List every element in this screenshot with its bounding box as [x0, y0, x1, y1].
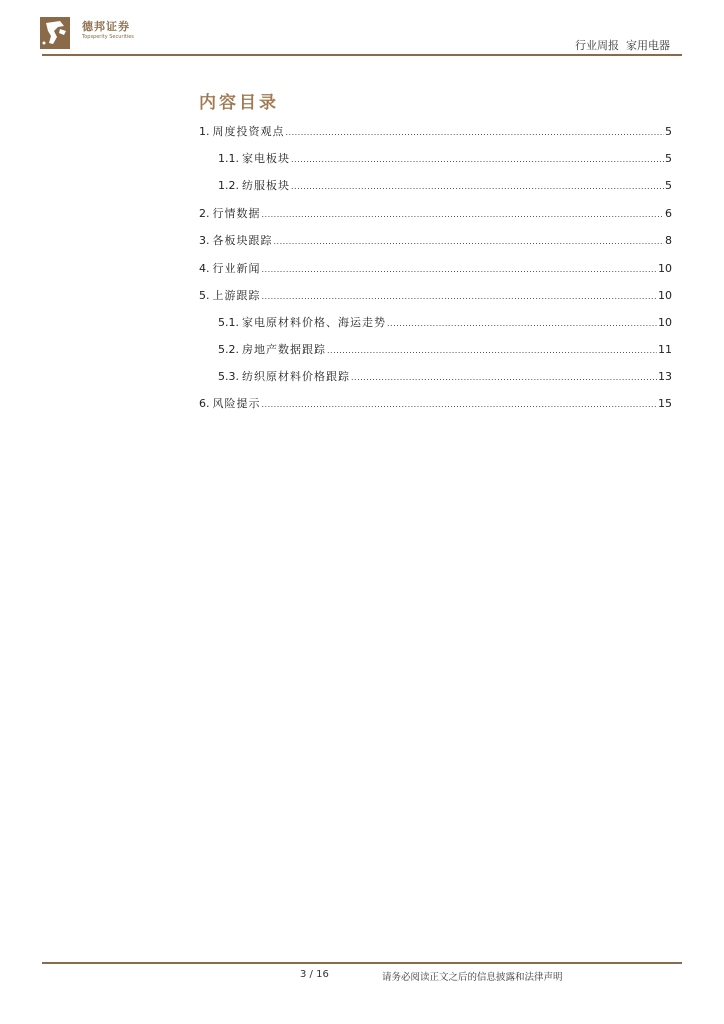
header-divider: [42, 54, 682, 56]
industry-label: 家用电器: [626, 39, 670, 52]
toc-item-text: 上游跟踪: [212, 289, 261, 302]
toc-item-text: 各板块跟踪: [212, 234, 273, 247]
toc-title: 内容目录: [199, 93, 279, 113]
dragon-logo-icon: [40, 17, 70, 49]
toc-dot-leader: [262, 205, 665, 225]
header-report-info: [575, 37, 670, 53]
toc-item-text: 行业新闻: [212, 262, 261, 275]
toc-item-text: 风险提示: [212, 397, 261, 410]
toc-item-number: 1.2.: [218, 179, 239, 192]
toc-dot-leader: [291, 177, 664, 197]
toc-item-number: 6.: [199, 397, 210, 410]
disclaimer-notice: 请务必阅读正文之后的信息披露和法律声明: [382, 972, 563, 983]
toc-item-text: 周度投资观点: [212, 125, 285, 138]
toc-dot-leader: [274, 232, 665, 252]
toc-dot-leader: [262, 395, 658, 415]
toc-dot-leader: [262, 287, 658, 307]
toc-dot-leader: [327, 341, 657, 361]
footer-divider: [42, 962, 682, 964]
toc-item-page: 13: [658, 370, 672, 383]
toc-item-page: 10: [658, 289, 672, 302]
toc-item-number: 1.: [199, 125, 210, 138]
toc-item-page: 8: [665, 234, 672, 247]
toc-dot-leader: [262, 260, 658, 280]
toc-item-page: 5: [665, 179, 672, 192]
page-number: 3 / 16: [300, 969, 329, 980]
toc-item-number: 5.2.: [218, 343, 239, 356]
toc-dot-leader: [387, 314, 657, 334]
toc-item[interactable]: [218, 176, 672, 196]
toc-item[interactable]: [199, 231, 672, 251]
toc-item[interactable]: [218, 149, 672, 169]
toc-item-page: 10: [658, 316, 672, 329]
toc-item-page: 5: [665, 125, 672, 138]
toc-item[interactable]: [218, 313, 672, 333]
company-logo: [40, 17, 180, 51]
toc-item-number: 5.1.: [218, 316, 239, 329]
logo-chinese-name: 德邦证券: [82, 20, 130, 33]
toc-item-text: 纺织原材料价格跟踪: [242, 370, 350, 383]
toc-item[interactable]: [218, 367, 672, 387]
report-type-label: 行业周报: [575, 39, 619, 52]
toc-item-text: 行情数据: [212, 207, 261, 220]
toc-item[interactable]: [218, 340, 672, 360]
toc-item-text: 纺服板块: [242, 179, 290, 192]
toc-item-text: 家电板块: [242, 152, 290, 165]
toc-item-number: 5.3.: [218, 370, 239, 383]
toc-item[interactable]: [199, 259, 672, 279]
logo-english-name: Topsperity Securities: [82, 34, 134, 40]
toc-item-page: 11: [658, 343, 672, 356]
toc-item-text: 房地产数据跟踪: [242, 343, 326, 356]
toc-item[interactable]: [199, 394, 672, 414]
toc-item[interactable]: [199, 286, 672, 306]
toc-item-page: 5: [665, 152, 672, 165]
toc-item-number: 1.1.: [218, 152, 239, 165]
page-header: [0, 0, 724, 60]
toc-item-page: 10: [658, 262, 672, 275]
toc-item-number: 2.: [199, 207, 210, 220]
toc-item[interactable]: [199, 204, 672, 224]
toc-item-text: 家电原材料价格、海运走势: [242, 316, 386, 329]
toc-dot-leader: [286, 123, 665, 143]
toc-dot-leader: [351, 368, 657, 388]
toc-item[interactable]: [199, 122, 672, 142]
toc-item-number: 3.: [199, 234, 210, 247]
toc-item-page: 6: [665, 207, 672, 220]
toc-dot-leader: [291, 150, 664, 170]
toc-item-number: 4.: [199, 262, 210, 275]
toc-item-page: 15: [658, 397, 672, 410]
toc-item-number: 5.: [199, 289, 210, 302]
